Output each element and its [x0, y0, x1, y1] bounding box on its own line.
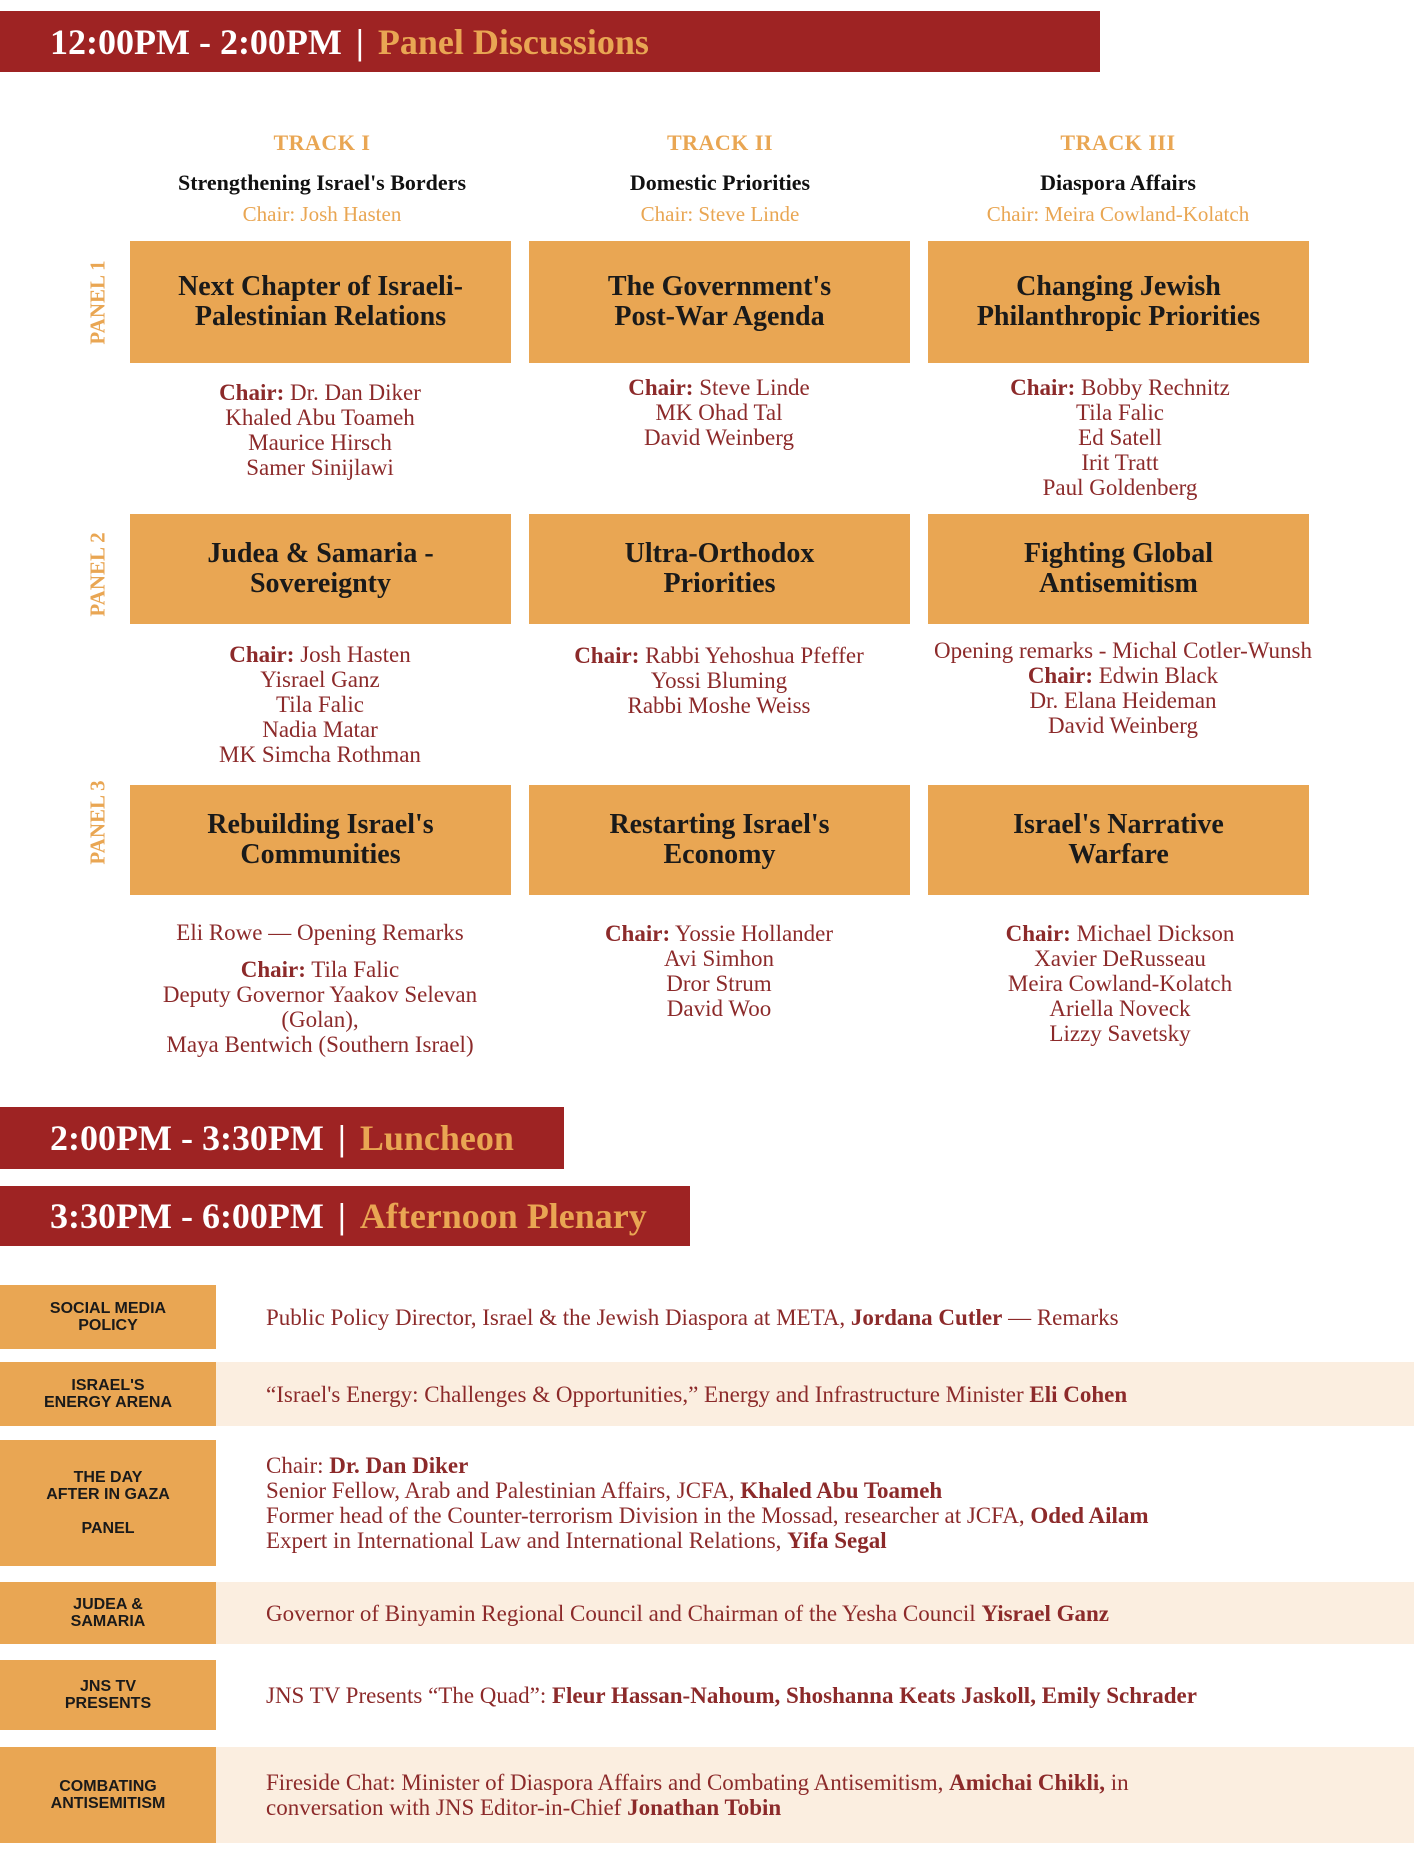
tag-line: ISRAEL'S	[71, 1377, 145, 1394]
tag-line: JNS TV	[79, 1678, 136, 1695]
speaker: Dror Strum	[666, 971, 772, 996]
track-title: Diaspora Affairs	[1040, 170, 1196, 195]
speaker: David Weinberg	[1048, 713, 1198, 738]
plenary-suffix: in	[1105, 1770, 1129, 1795]
panel-discussions-banner	[0, 11, 1100, 72]
afternoon-plenary-banner	[0, 1186, 690, 1246]
chair-label: Chair:	[240, 957, 306, 982]
session-title: Ultra-Orthodox	[624, 538, 815, 569]
speaker: MK Ohad Tal	[655, 400, 783, 425]
session-title: Philanthropic Priorities	[976, 301, 1261, 332]
speaker: Tila Falic	[276, 692, 364, 717]
track-chair: Chair: Josh Hasten	[242, 202, 402, 226]
plenary-tag	[0, 1285, 216, 1349]
session-title: Fighting Global	[1023, 538, 1214, 569]
speaker: Maya Bentwich (Southern Israel)	[166, 1032, 474, 1057]
session-speakers	[110, 920, 530, 1057]
speaker: Tila Falic	[1076, 400, 1164, 425]
session-title-box	[130, 785, 511, 895]
speaker: Khaled Abu Toameh	[225, 405, 415, 430]
session-speakers	[509, 375, 929, 450]
chair-label: Chair:	[219, 380, 285, 405]
tag-line: POLICY	[78, 1317, 138, 1334]
track-3-header	[928, 130, 1308, 227]
plenary-row	[0, 1285, 1414, 1349]
session-speakers	[509, 643, 929, 718]
session-title-box	[529, 514, 910, 624]
plenary-tag	[0, 1747, 216, 1843]
chair-name: Josh Hasten	[300, 642, 411, 667]
session-title: Antisemitism	[1039, 568, 1198, 599]
speaker-name: Eli Cohen	[1029, 1381, 1128, 1407]
track-1-header	[132, 130, 512, 227]
tag-line: COMBATING	[59, 1778, 157, 1795]
speaker: Dr. Elana Heideman	[1029, 688, 1217, 713]
tag-line: AFTER IN GAZA	[46, 1486, 170, 1503]
session-title-box	[130, 514, 511, 624]
plenary-row	[0, 1362, 1414, 1426]
chair-label: Chair:	[628, 375, 694, 400]
plenary-description: conversation with JNS Editor-in-Chief	[266, 1795, 628, 1820]
speaker: Samer Sinijlawi	[246, 455, 394, 480]
panel-2-label: PANEL 2	[85, 532, 110, 617]
speaker-name: Oded Ailam	[1030, 1503, 1149, 1528]
speaker: Paul Goldenberg	[1042, 475, 1198, 500]
speaker-name: Fleur Hassan-Nahoum, Shoshanna Keats Jaskoll, Emily Schrader	[551, 1682, 1197, 1708]
tag-line: THE DAY	[73, 1469, 143, 1486]
speaker: Nadia Matar	[262, 717, 378, 742]
speaker: Maurice Hirsch	[248, 430, 392, 455]
speaker-name: Jonathan Tobin	[627, 1795, 782, 1820]
speaker-name: Yifa Segal	[787, 1528, 887, 1553]
speaker-name: Yisrael Ganz	[981, 1600, 1109, 1626]
plenary-description: Fireside Chat: Minister of Diaspora Affairs and Combating Antisemitism,	[266, 1770, 950, 1795]
chair-name: Edwin Black	[1098, 663, 1219, 688]
plenary-description: Chair:	[266, 1453, 330, 1478]
plenary-content	[216, 1440, 1414, 1566]
tag-line: PRESENTS	[64, 1695, 152, 1712]
banner-time: 3:30PM - 6:00PM	[50, 1196, 324, 1236]
session-title-box	[130, 241, 511, 363]
session-title-box	[529, 785, 910, 895]
speaker-name: Khaled Abu Toameh	[740, 1478, 943, 1503]
plenary-description: Public Policy Director, Israel & the Jewish Diaspora at META,	[266, 1304, 851, 1330]
tag-line: JUDEA &	[73, 1596, 143, 1613]
session-title-box	[529, 241, 910, 363]
session-title: Restarting Israel's	[609, 809, 830, 840]
track-number: TRACK III	[1060, 130, 1176, 155]
speaker: David Woo	[666, 996, 772, 1021]
session-speakers	[509, 921, 929, 1021]
plenary-tag	[0, 1660, 216, 1730]
plenary-content	[216, 1362, 1414, 1426]
speaker: Avi Simhon	[663, 946, 775, 971]
speaker: MK Simcha Rothman	[219, 742, 421, 767]
chair-label: Chair:	[574, 643, 640, 668]
session-title: Post-War Agenda	[614, 301, 825, 332]
plenary-tag	[0, 1582, 216, 1644]
speaker-name: Dr. Dan Diker	[329, 1453, 469, 1478]
session-title: Next Chapter of Israeli-	[178, 271, 463, 302]
speaker: Lizzy Savetsky	[1049, 1021, 1191, 1046]
chair-name: Tila Falic	[311, 957, 400, 982]
track-chair: Chair: Steve Linde	[640, 202, 800, 226]
speaker: Irit Tratt	[1081, 450, 1159, 475]
session-speakers	[908, 638, 1338, 738]
chair-label: Chair:	[1027, 663, 1093, 688]
chair-name: Michael Dickson	[1076, 921, 1235, 946]
session-title: Israel's Narrative	[1013, 809, 1224, 840]
session-title: Warfare	[1068, 839, 1169, 870]
banner-time: 12:00PM - 2:00PM	[50, 21, 342, 62]
plenary-suffix: — Remarks	[1002, 1304, 1119, 1330]
tag-line: SAMARIA	[70, 1613, 146, 1630]
plenary-row	[0, 1582, 1414, 1644]
plenary-description: Expert in International Law and International Relations,	[266, 1528, 788, 1553]
track-chair: Chair: Meira Cowland-Kolatch	[986, 202, 1250, 226]
plenary-description: “Israel's Energy: Challenges & Opportunities,” Energy and Infrastructure Minister	[266, 1381, 1030, 1407]
speaker: David Weinberg	[644, 425, 794, 450]
tag-line: SOCIAL MEDIA	[49, 1300, 167, 1317]
tag-line: ANTISEMITISM	[50, 1795, 166, 1812]
track-number: TRACK II	[666, 130, 774, 155]
tag-line: PANEL	[81, 1520, 135, 1537]
banner-separator: |	[337, 1118, 346, 1158]
session-title: Communities	[240, 839, 401, 870]
chair-name: Bobby Rechnitz	[1081, 375, 1230, 400]
banner-label: Panel Discussions	[377, 21, 649, 62]
plenary-row	[0, 1440, 1414, 1566]
plenary-row	[0, 1660, 1414, 1730]
chair-label: Chair:	[1005, 921, 1071, 946]
chair-name: Yossie Hollander	[675, 921, 834, 946]
speaker-name: Amichai Chikli,	[949, 1770, 1106, 1795]
plenary-tag	[0, 1362, 216, 1426]
plenary-content	[216, 1660, 1414, 1730]
panel-1-label: PANEL 1	[85, 260, 110, 345]
banner-label: Luncheon	[359, 1118, 514, 1158]
plenary-row	[0, 1747, 1414, 1843]
plenary-description: JNS TV Presents “The Quad”:	[266, 1682, 552, 1708]
speaker: Deputy Governor Yaakov Selevan	[162, 982, 478, 1007]
banner-time: 2:00PM - 3:30PM	[50, 1118, 324, 1158]
session-title: Judea & Samaria -	[207, 538, 434, 569]
chair-name: Dr. Dan Diker	[289, 380, 421, 405]
speaker: Rabbi Moshe Weiss	[627, 693, 811, 718]
plenary-content	[216, 1285, 1414, 1349]
tag-line: ENERGY ARENA	[43, 1394, 173, 1411]
session-speakers	[910, 375, 1330, 500]
speaker: Yossi Bluming	[650, 668, 788, 693]
panel-3-label: PANEL 3	[85, 780, 110, 865]
chair-label: Chair:	[604, 921, 671, 946]
banner-separator: |	[355, 21, 364, 62]
speaker: Ariella Noveck	[1049, 996, 1191, 1021]
plenary-content	[216, 1582, 1414, 1644]
plenary-content	[216, 1747, 1414, 1843]
plenary-description: Former head of the Counter-terrorism Division in the Mossad, researcher at JCFA,	[266, 1503, 1031, 1528]
track-number: TRACK I	[273, 130, 371, 155]
chair-label: Chair:	[1010, 375, 1076, 400]
plenary-tag	[0, 1440, 216, 1566]
session-title: Rebuilding Israel's	[207, 809, 434, 840]
chair-label: Chair:	[229, 642, 295, 667]
speaker: Meira Cowland-Kolatch	[1007, 971, 1233, 996]
opening-remarks: Eli Rowe — Opening Remarks	[176, 920, 464, 945]
chair-name: Steve Linde	[699, 375, 810, 400]
session-speakers	[110, 380, 530, 480]
session-title: Priorities	[663, 568, 776, 599]
session-title: Changing Jewish	[1016, 271, 1221, 302]
speaker: Xavier DeRusseau	[1034, 946, 1206, 971]
speaker-name: Jordana Cutler	[850, 1304, 1003, 1330]
session-speakers	[110, 642, 530, 767]
session-title-box	[928, 514, 1309, 624]
banner-label: Afternoon Plenary	[359, 1196, 647, 1236]
track-title: Domestic Priorities	[629, 170, 811, 195]
luncheon-banner	[0, 1107, 564, 1169]
session-title: Sovereignty	[249, 568, 391, 599]
track-title: Strengthening Israel's Borders	[177, 170, 467, 195]
opening-remarks: Opening remarks - Michal Cotler-Wunsh	[933, 638, 1313, 663]
session-title: Economy	[663, 839, 776, 870]
plenary-description: Senior Fellow, Arab and Palestinian Affairs, JCFA,	[266, 1478, 741, 1503]
session-title-box	[928, 241, 1309, 363]
speaker: Ed Satell	[1078, 425, 1162, 450]
session-title: Palestinian Relations	[194, 301, 447, 332]
banner-separator: |	[337, 1196, 346, 1236]
track-2-header	[530, 130, 910, 227]
speaker: Yisrael Ganz	[260, 667, 380, 692]
session-title: The Government's	[607, 271, 832, 302]
session-speakers	[910, 921, 1330, 1046]
plenary-description: Governor of Binyamin Regional Council and Chairman of the Yesha Council	[266, 1600, 982, 1626]
session-title-box	[928, 785, 1309, 895]
speaker: (Golan),	[281, 1007, 359, 1032]
chair-name: Rabbi Yehoshua Pfeffer	[645, 643, 864, 668]
